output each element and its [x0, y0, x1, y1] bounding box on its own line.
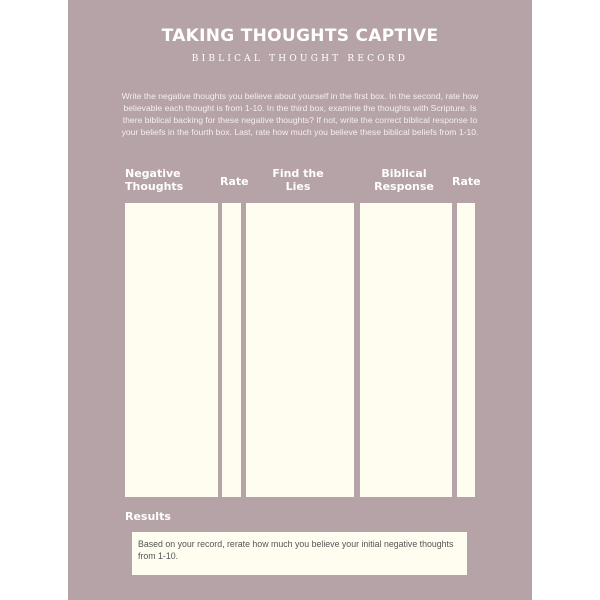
column-header-line: Biblical: [381, 167, 427, 180]
results-prompt-text: Based on your record, rerate how much you believe your initial negative thoughts from 1-10.: [138, 539, 454, 561]
rate-2-box[interactable]: [457, 203, 475, 497]
results-heading: Results: [125, 510, 171, 523]
column-header-line: Find the: [272, 167, 324, 180]
column-header-line: Negative: [125, 167, 181, 180]
page-subtitle: BIBLICAL THOUGHT RECORD: [191, 54, 409, 64]
instructions-text: Write the negative thoughts you believe about yourself in the first box. In the second, rate how believable each thought is from 1-10. In the third box, examine the thoughts with Scripture. Is there biblical backing for these negative thoughts? If not, write the correct biblical response to your beliefs in the fourth box. Last, rate how much you believe these biblical beliefs from 1-10.: [121, 91, 479, 137]
column-header-line: Response: [374, 180, 434, 193]
find-the-lies-box[interactable]: [246, 203, 354, 497]
worksheet-page: [68, 0, 532, 600]
column-header-biblical-response: [374, 167, 434, 193]
results-box[interactable]: [132, 532, 467, 575]
column-header-line: Lies: [285, 180, 311, 193]
column-header-negative-thoughts: [125, 167, 183, 193]
negative-thoughts-box[interactable]: [125, 203, 218, 497]
column-header-find-the-lies: [270, 167, 326, 193]
column-header-rate-1: Rate: [220, 175, 249, 188]
page-title: TAKING THOUGHTS CAPTIVE: [161, 26, 439, 46]
column-header-rate-2: Rate: [452, 175, 481, 188]
rate-1-box[interactable]: [222, 203, 241, 497]
column-header-line: Thoughts: [125, 180, 184, 193]
biblical-response-box[interactable]: [360, 203, 452, 497]
